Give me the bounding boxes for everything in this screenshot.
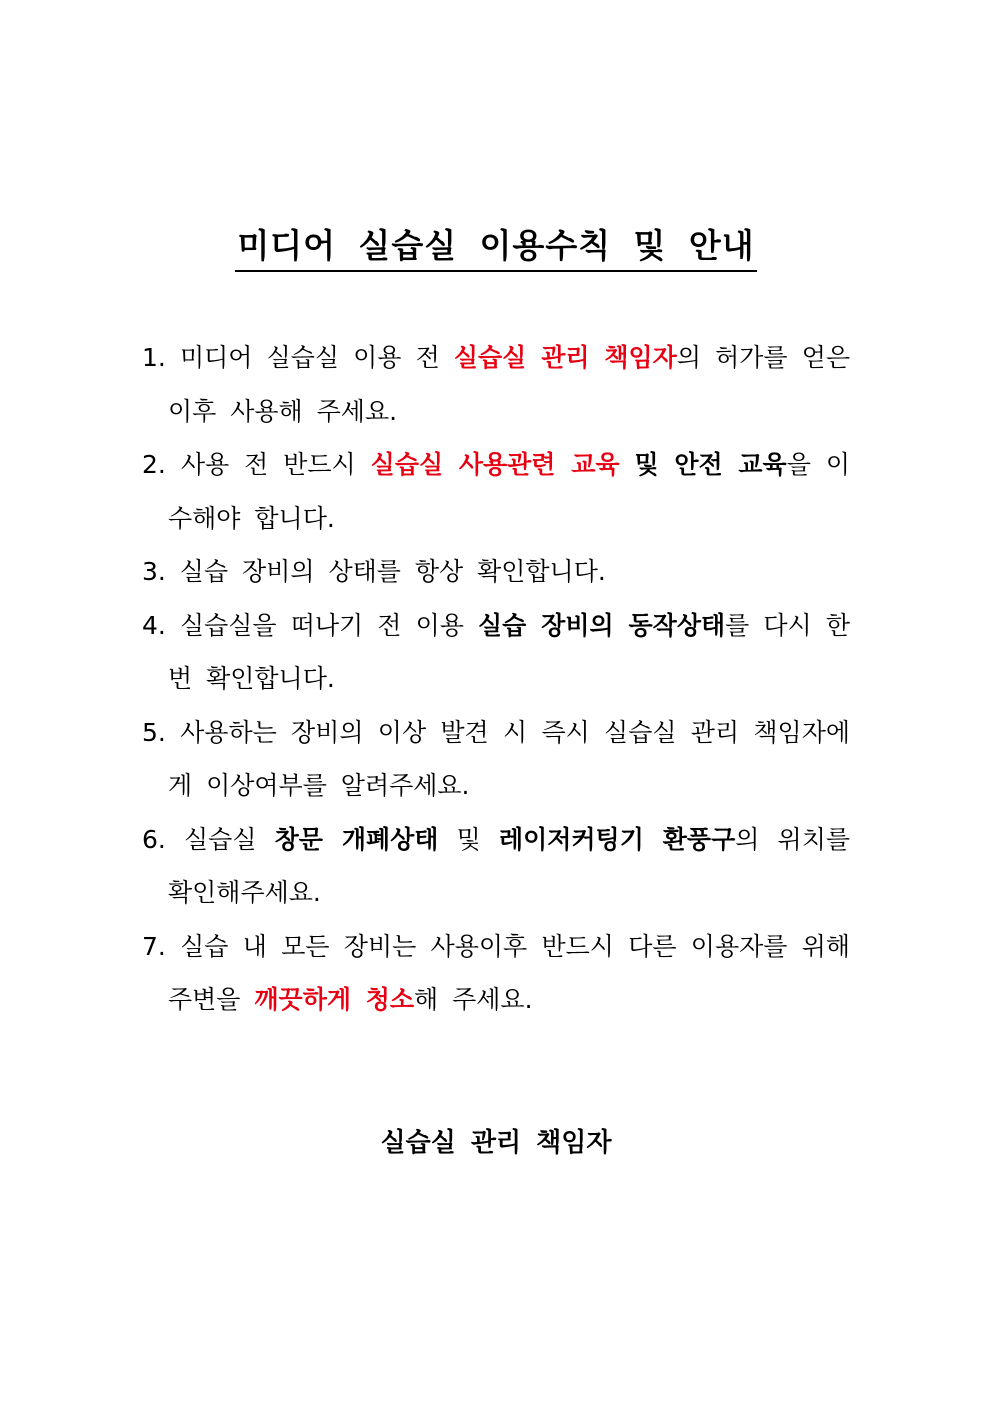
rules-list	[142, 331, 850, 1027]
rule-highlight-red: 실습실 관리 책임자	[453, 343, 677, 372]
rule-highlight-red: 깨끗하게 청소	[254, 985, 415, 1014]
signature: 실습실 관리 책임자	[380, 1128, 612, 1158]
rule-highlight-bold: 창문 개폐상태	[274, 824, 439, 854]
rule-item-7	[142, 920, 850, 1027]
rule-text: 및	[438, 824, 499, 854]
rule-item-3	[142, 545, 850, 599]
page-title-text: 미디어 실습실 이용수칙 및 안내	[235, 224, 756, 272]
rule-item-2	[142, 438, 850, 545]
rule-highlight-bold: 및 안전 교육	[634, 450, 787, 479]
rule-text: 의 위치를 확인해주세요.	[168, 824, 850, 907]
rule-text: 미디어 실습실 이용 전	[165, 343, 454, 372]
rule-number: 5.	[142, 717, 166, 747]
rule-text: 실습 장비의 상태를 항상 확인합니다.	[165, 557, 606, 586]
rule-highlight-bold: 실습 장비의 동작상태	[478, 610, 726, 640]
rule-text: 의 허가를 얻은 이후 사용해 주세요.	[168, 343, 851, 426]
rule-number: 1.	[142, 343, 166, 372]
rule-number: 2.	[142, 450, 166, 479]
rule-text: 사용하는 장비의 이상 발견 시 즉시 실습실 관리 책임자에게 이상여부를 알려주세요.	[165, 717, 850, 800]
rule-text: 실습실을 떠나기 전 이용	[165, 610, 478, 640]
page-title	[0, 224, 992, 272]
rule-item-4	[142, 599, 850, 706]
rule-text: 을 이수해야 합니다.	[168, 450, 850, 533]
rule-text: 실습실	[165, 824, 275, 854]
rule-number: 3.	[142, 557, 166, 586]
rule-number: 6.	[142, 824, 166, 854]
rule-highlight-red: 실습실 사용관련 교육	[370, 450, 620, 479]
rule-item-5	[142, 706, 850, 813]
rule-number: 7.	[142, 931, 166, 961]
rule-text: 사용 전 반드시	[165, 450, 371, 479]
rule-item-1	[142, 331, 850, 438]
rule-number: 4.	[142, 610, 166, 640]
rule-text	[620, 450, 635, 479]
rule-text: 실습 내 모든 장비는 사용이후 반드시 다른 이용자를 위해 주변을	[165, 931, 850, 1014]
rule-highlight-bold: 레이저커팅기 환풍구	[498, 824, 736, 854]
rule-text: 해 주세요.	[414, 985, 533, 1014]
rule-text: 를 다시 한번 확인합니다.	[168, 610, 850, 693]
rule-item-6	[142, 813, 850, 920]
